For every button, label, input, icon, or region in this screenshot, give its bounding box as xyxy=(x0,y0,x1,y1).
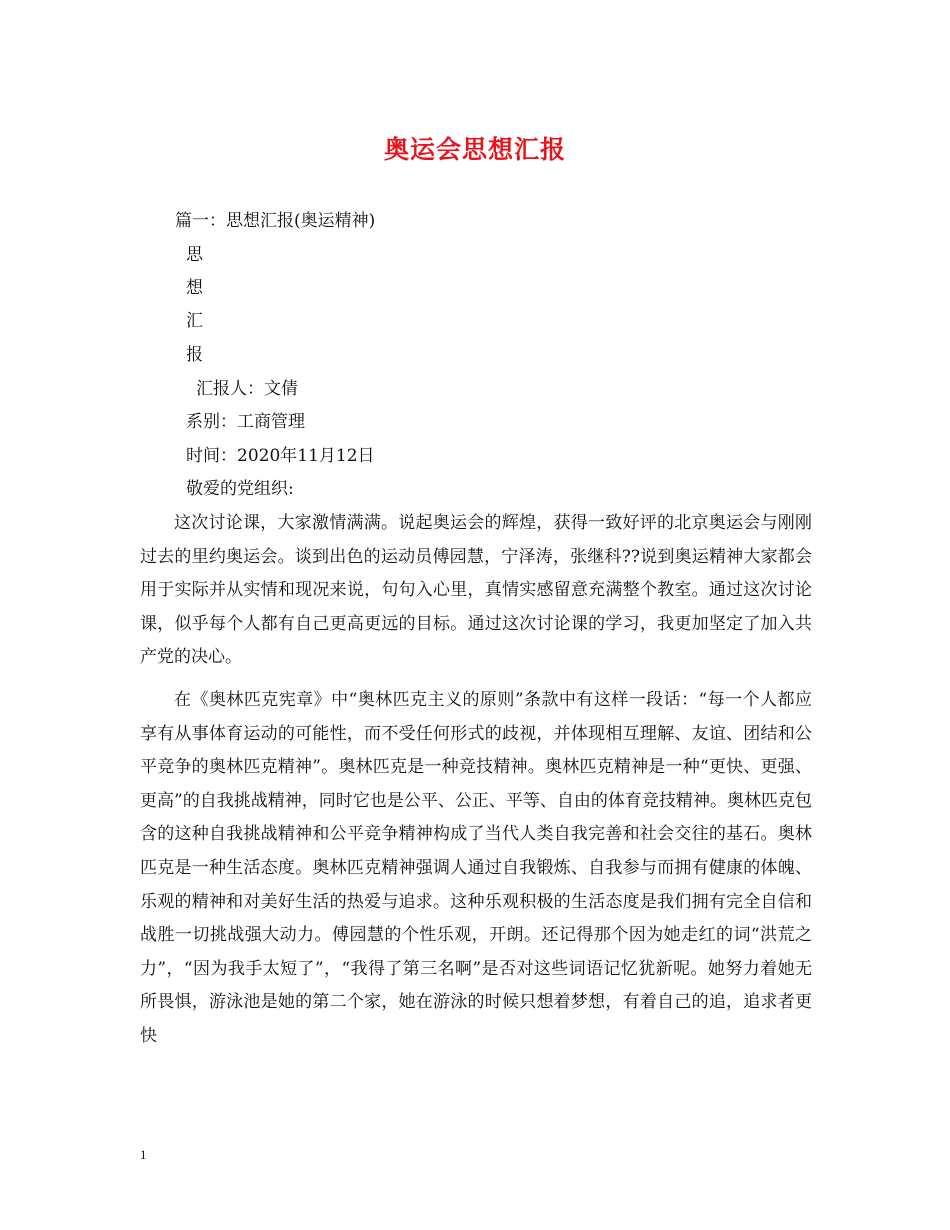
vertical-title-char: 报 xyxy=(186,345,203,365)
page-number: 1 xyxy=(140,1147,147,1162)
body-paragraph: 在《奥林匹克宪章》中“奥林匹克主义的原则”条款中有这样一段话：“每一个人都应享有从事体育运动的可能性，而不受任何形式的歧视，并体现相互理解、友谊、团结和公平竞争的奥林匹克精神”。奥林匹克是一种竞技精神。奥林匹克精神是一种“更快、更强、更高”的自我挑战精神，同时它也是公平、公正、平等、自由的体育竞技精神。奥林匹克包含的这种自我挑战精神和公平竞争精神构成了当代人类自我完善和社会交往的基石。奥林匹克是一种生活态度。奥林匹克精神强调人通过自我锻炼、自我参与而拥有健康的体魄、乐观的精神和对美好生活的热爱与追求。这种乐观积极的生活态度是我们拥有完全自信和战胜一切挑战强大动力。傅园慧的个性乐观，开朗。还记得那个因为她走红的词“洪荒之力”，“因为我手太短了”，“我得了第三名啊”是否对这些词语记忆犹新呢。她努力着她无所畏惧，游泳池是她的第二个家，她在游泳的时候只想着梦想，有着自己的追，追求者更快 xyxy=(140,690,812,1046)
section-heading: 篇一：思想汇报(奥运精神) xyxy=(175,211,376,231)
salutation: 敬爱的党组织: xyxy=(186,479,294,499)
document-title: 奥运会思想汇报 xyxy=(383,135,566,164)
vertical-title-char: 思 xyxy=(186,245,203,265)
vertical-title-char: 汇 xyxy=(186,311,203,331)
date-line: 时间：2020年11月12日 xyxy=(186,446,375,466)
body-paragraph: 这次讨论课，大家激情满满。说起奥运会的辉煌，获得一致好评的北京奥运会与刚刚过去的里约奥运会。谈到出色的运动员傅园慧，宁泽涛，张继科??说到奥运精神大家都会用于实际并从实情和现况来说，句句入心里，真情实感留意充满整个教室。通过这次讨论课，似乎每个人都有自己更高更远的目标。通过这次讨论课的学习，我更加坚定了加入共产党的决心。 xyxy=(140,513,812,668)
department-line: 系别：工商管理 xyxy=(186,412,305,432)
vertical-title-char: 想 xyxy=(186,278,203,298)
reporter-line: 汇报人：文倩 xyxy=(196,379,298,399)
